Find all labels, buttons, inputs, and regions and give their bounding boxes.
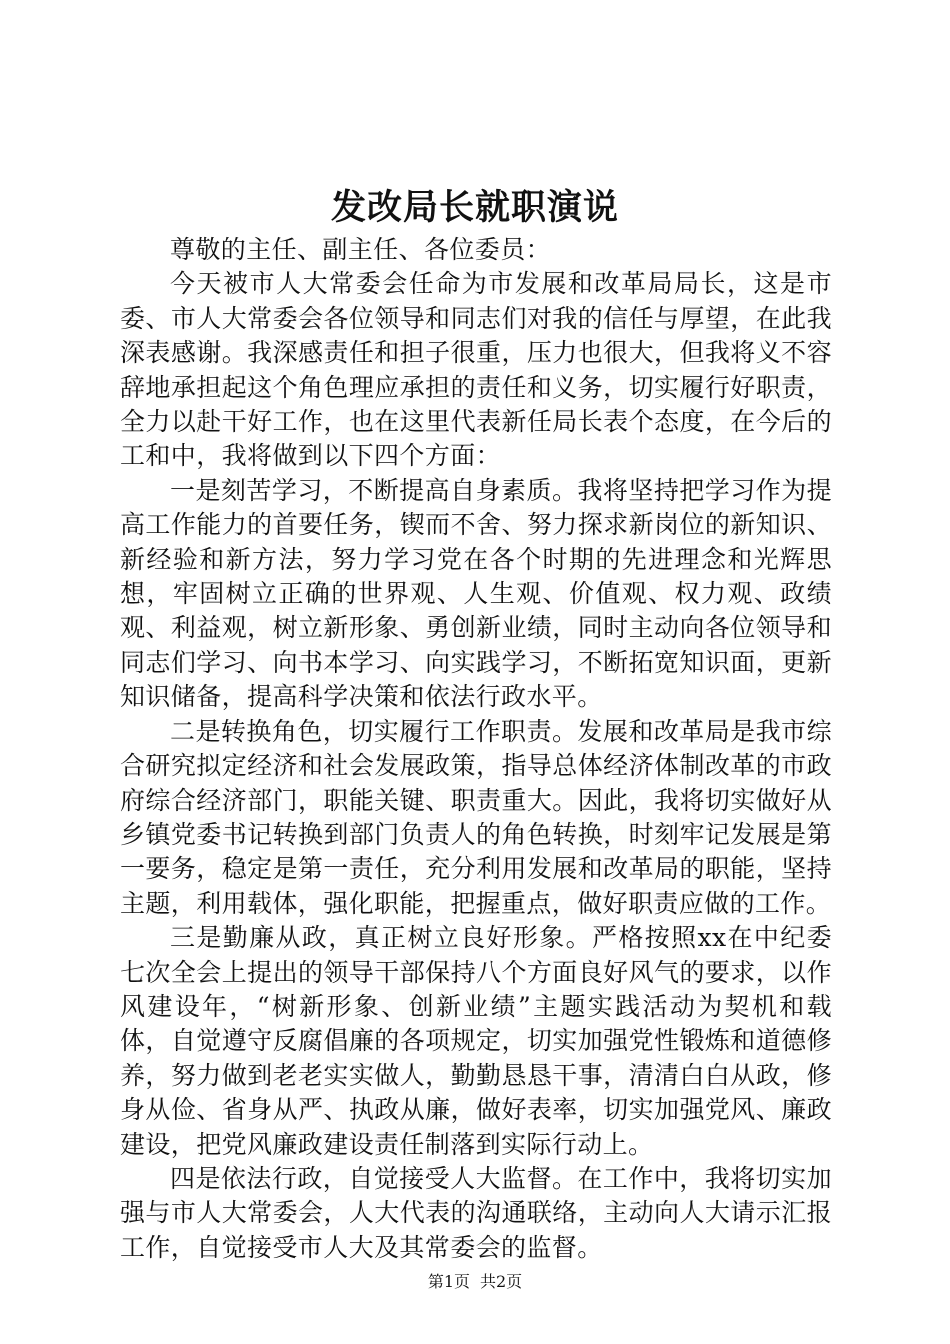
document-body [120,233,832,1265]
point-three-paragraph: 三是勤廉从政，真正树立良好形象。严格按照xx在中纪委七次全会上提出的领导干部保持八个方面良好风气的要求，以作风建设年，“树新形象、创新业绩”主题实践活动为契机和载体，自觉遵守反腐倡廉的各项规定，切实加强党性锻炼和道德修养，努力做到老老实实做人，勤勤恳恳干事，清清白白从政，修身从俭、省身从严、执政从廉，做好表率，切实加强党风、廉政建设，把党风廉政建设责任制落到实际行动上。 [120,923,832,1159]
intro-paragraph: 今天被市人大常委会任命为市发展和改革局局长，这是市委、市人大常委会各位领导和同志们对我的信任与厚望，在此我深表感谢。我深感责任和担子很重，压力也很大，但我将义不容辞地承担起这个角色理应承担的责任和义务，切实履行好职责，全力以赴干好工作，也在这里代表新任局长表个态度，在今后的工和中，我将做到以下四个方面： [120,269,832,471]
document-title: 发改局长就职演说 [330,187,619,228]
page-total: 共2页 [480,1272,523,1291]
salutation-paragraph: 尊敬的主任、副主任、各位委员： [170,235,552,264]
point-four-paragraph: 四是依法行政，自觉接受人大监督。在工作中，我将切实加强与市人大常委会，人大代表的沟通联络，主动向人大请示汇报工作，自觉接受市人大及其常委会的监督。 [120,1163,832,1262]
page-footer [0,1270,950,1294]
point-one-paragraph: 一是刻苦学习，不断提高自身素质。我将坚持把学习作为提高工作能力的首要任务，锲而不舍、努力探求新岗位的新知识、新经验和新方法，努力学习党在各个时期的先进理念和光辉思想，牢固树立正确的世界观、人生观、价值观、权力观、政绩观、利益观，树立新形象、勇创新业绩，同时主动向各位领导和同志们学习、向书本学习、向实践学习，不断拓宽知识面，更新知识储备，提高科学决策和依法行政水平。 [120,475,832,712]
page-number: 第1页 [427,1272,470,1291]
point-two-paragraph: 二是转换角色，切实履行工作职责。发展和改革局是我市综合研究拟定经济和社会发展政策，指导总体经济体制改革的市政府综合经济部门，职能关键、职责重大。因此，我将切实做好从乡镇党委书记转换到部门负责人的角色转换，时刻牢记发展是第一要务，稳定是第一责任，充分利用发展和改革局的职能，坚持主题，利用载体，强化职能，把握重点，做好职责应做的工作。 [120,716,832,918]
